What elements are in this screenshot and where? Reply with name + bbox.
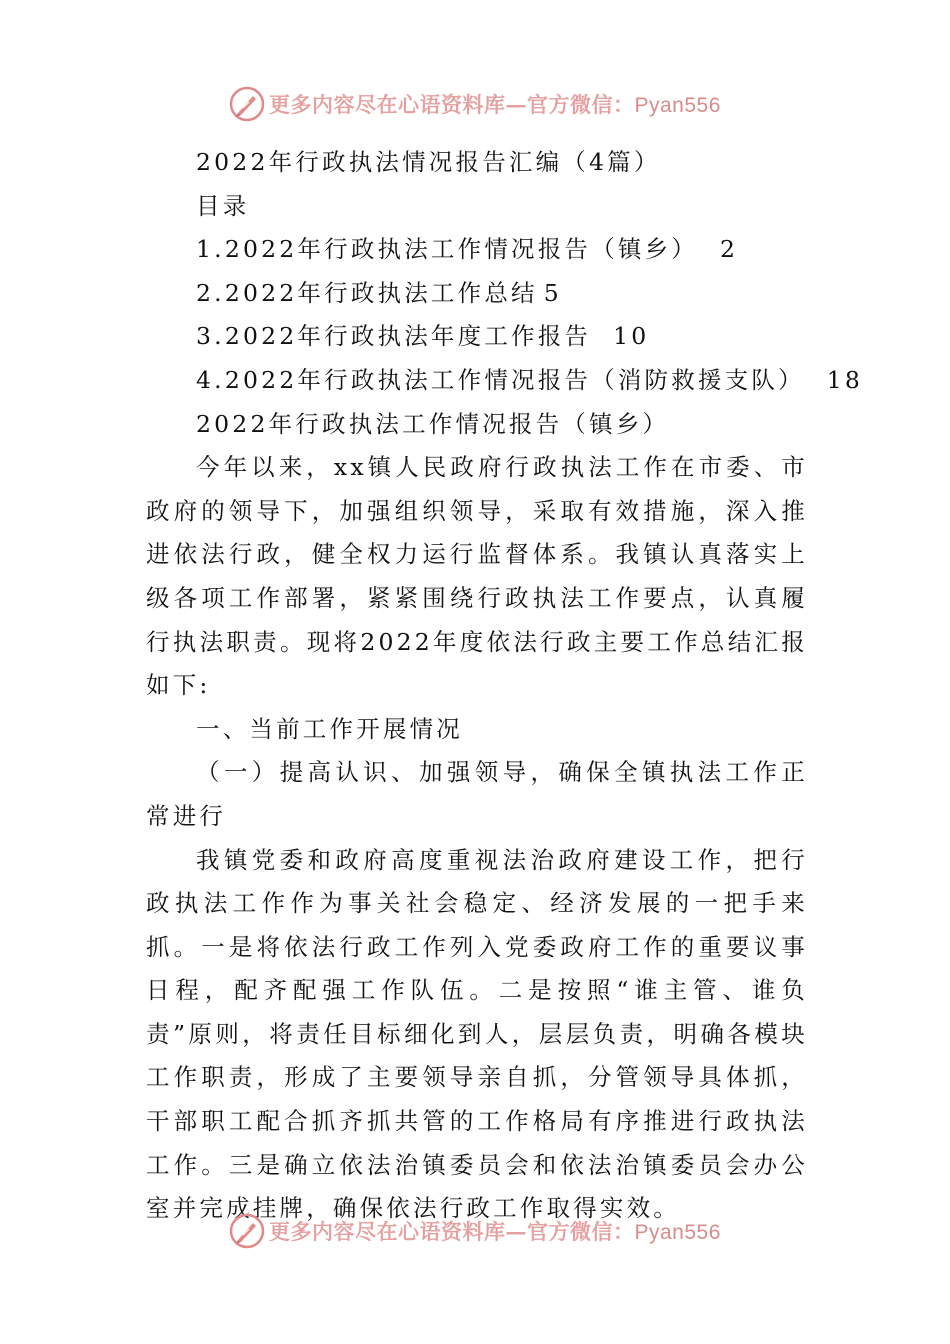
article-title: 2022年行政执法工作情况报告（镇乡）: [196, 409, 670, 438]
quill-logo-icon: [229, 1213, 265, 1249]
toc-item-page: 18: [826, 365, 864, 394]
section-heading: 一、当前工作开展情况: [196, 714, 463, 743]
toc-item-label: 3.2022年行政执法年度工作报告: [196, 322, 592, 351]
body-paragraph: 我镇党委和政府高度重视法治政府建设工作，把行政执法工作作为事关社会稳定、经济发展的一把手来抓。一是将依法行政工作列入党委政府工作的重要议事日程，配齐配强工作队伍。二是按照“谁主管、谁负责”原则，将责任目标细化到人，层层负责，明确各模块工作职责，形成了主要领导亲自抓，分管领导具体抓，干部职工配合抓齐抓共管的工作格局有序推进行政执法工作。三是确立依法治镇委员会和依法治镇委员会办公室并完成挂牌，确保依法行政工作取得实效。: [146, 845, 808, 1223]
watermark-wechat-id: Pyan556: [634, 94, 721, 117]
watermark-text: 更多内容尽在心语资料库—官方微信：Pyan556: [269, 92, 721, 117]
document-title: 2022年行政执法情况报告汇编（4篇）: [196, 148, 661, 176]
toc-heading: 目录: [196, 191, 250, 220]
toc-item-page: 10: [613, 322, 650, 351]
toc-item-label: 2.2022年行政执法工作总结: [196, 278, 538, 307]
toc-item: [146, 315, 808, 359]
watermark-text: 更多内容尽在心语资料库—官方微信：Pyan556: [269, 1219, 721, 1244]
toc-item-page: 5: [543, 278, 562, 307]
watermark-wechat-id: Pyan556: [634, 1221, 721, 1244]
toc-item: [146, 272, 808, 316]
toc-item: [146, 359, 864, 403]
toc-item-label: 4.2022年行政执法工作情况报告（消防救援支队）: [196, 365, 805, 394]
document-body: [146, 141, 864, 1231]
intro-paragraph: 今年以来，xx镇人民政府行政执法工作在市委、市政府的领导下，加强组织领导，采取有效措施，深入推进依法行政，健全权力运行监督体系。我镇认真落实上级各项工作部署，紧紧围绕行政执法工作要点，认真履行执法职责。现将2022年度依法行政主要工作总结汇报如下:: [146, 453, 808, 700]
footer-watermark: [229, 1211, 721, 1251]
subsection-heading: （一）提高认识、加强领导，确保全镇执法工作正常进行: [146, 758, 808, 830]
toc-item-label: 1.2022年行政执法工作情况报告（镇乡）: [196, 235, 698, 264]
toc-item-page: 2: [719, 235, 739, 264]
quill-logo-icon: [229, 86, 265, 122]
toc-item: [146, 228, 808, 272]
header-watermark: [229, 84, 721, 124]
